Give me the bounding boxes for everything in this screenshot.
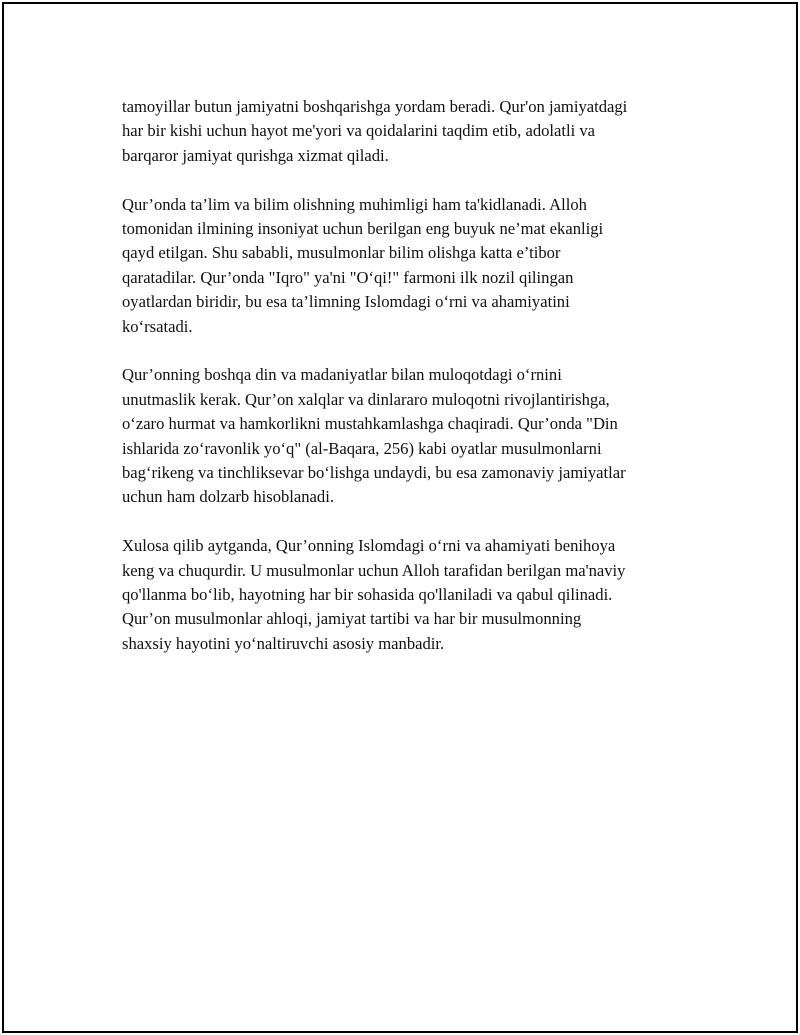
text-line: qayd etilgan. Shu sababli, musulmonlar bilim olishga katta e’tibor	[122, 243, 561, 263]
paragraph-4	[122, 534, 702, 656]
text-line: qo'llanma bo‘lib, hayotning har bir sohasida qo'llaniladi va qabul qilinadi.	[122, 585, 613, 605]
text-line: Qur’onda ta’lim va bilim olishning muhimligi ham ta'kidlanadi. Alloh	[122, 194, 587, 214]
text-line: Qur’on musulmonlar ahloqi, jamiyat tartibi va har bir musulmonning	[122, 609, 582, 629]
text-line: o‘zaro hurmat va hamkorlikni mustahkamlashga chaqiradi. Qur’onda "Din	[122, 414, 618, 434]
document-body	[122, 95, 702, 681]
text-line: ko‘rsatadi.	[122, 316, 193, 336]
text-line: barqaror jamiyat qurishga xizmat qiladi.	[122, 145, 389, 165]
paragraph-1	[122, 95, 702, 168]
text-line: shaxsiy hayotini yo‘naltiruvchi asosiy manbadir.	[122, 633, 445, 653]
document-page	[2, 2, 798, 1033]
paragraph-2	[122, 193, 702, 339]
text-line: bag‘rikeng va tinchliksevar bo‘lishga undaydi, bu esa zamonaviy jamiyatlar	[122, 463, 626, 483]
paragraph-3	[122, 363, 702, 509]
text-line: ishlarida zo‘ravonlik yo‘q" (al-Baqara, 256) kabi oyatlar musulmonlarni	[122, 438, 602, 458]
text-line: qaratadilar. Qur’onda "Iqro" ya'ni "O‘qi!" farmoni ilk nozil qilingan	[122, 267, 574, 287]
text-line: tamoyillar butun jamiyatni boshqarishga yordam beradi. Qur'on jamiyatdagi	[122, 97, 628, 116]
text-line: unutmaslik kerak. Qur’on xalqlar va dinlararo muloqotni rivojlantirishga,	[122, 389, 610, 409]
text-line: tomonidan ilmining insoniyat uchun berilgan eng buyuk ne’mat ekanligi	[122, 219, 604, 239]
text-line: keng va chuqurdir. U musulmonlar uchun Alloh tarafidan berilgan ma'naviy	[122, 560, 626, 580]
text-line: uchun ham dolzarb hisoblanadi.	[122, 487, 334, 507]
text-line: oyatlardan biridir, bu esa ta’limning Islomdagi o‘rni va ahamiyatini	[122, 292, 570, 312]
text-line: Qur’onning boshqa din va madaniyatlar bilan muloqotdagi o‘rnini	[122, 365, 562, 385]
text-line: har bir kishi uchun hayot me'yori va qoidalarini taqdim etib, adolatli va	[122, 121, 596, 141]
text-line: Xulosa qilib aytganda, Qur’onning Islomdagi o‘rni va ahamiyati benihoya	[122, 536, 616, 556]
